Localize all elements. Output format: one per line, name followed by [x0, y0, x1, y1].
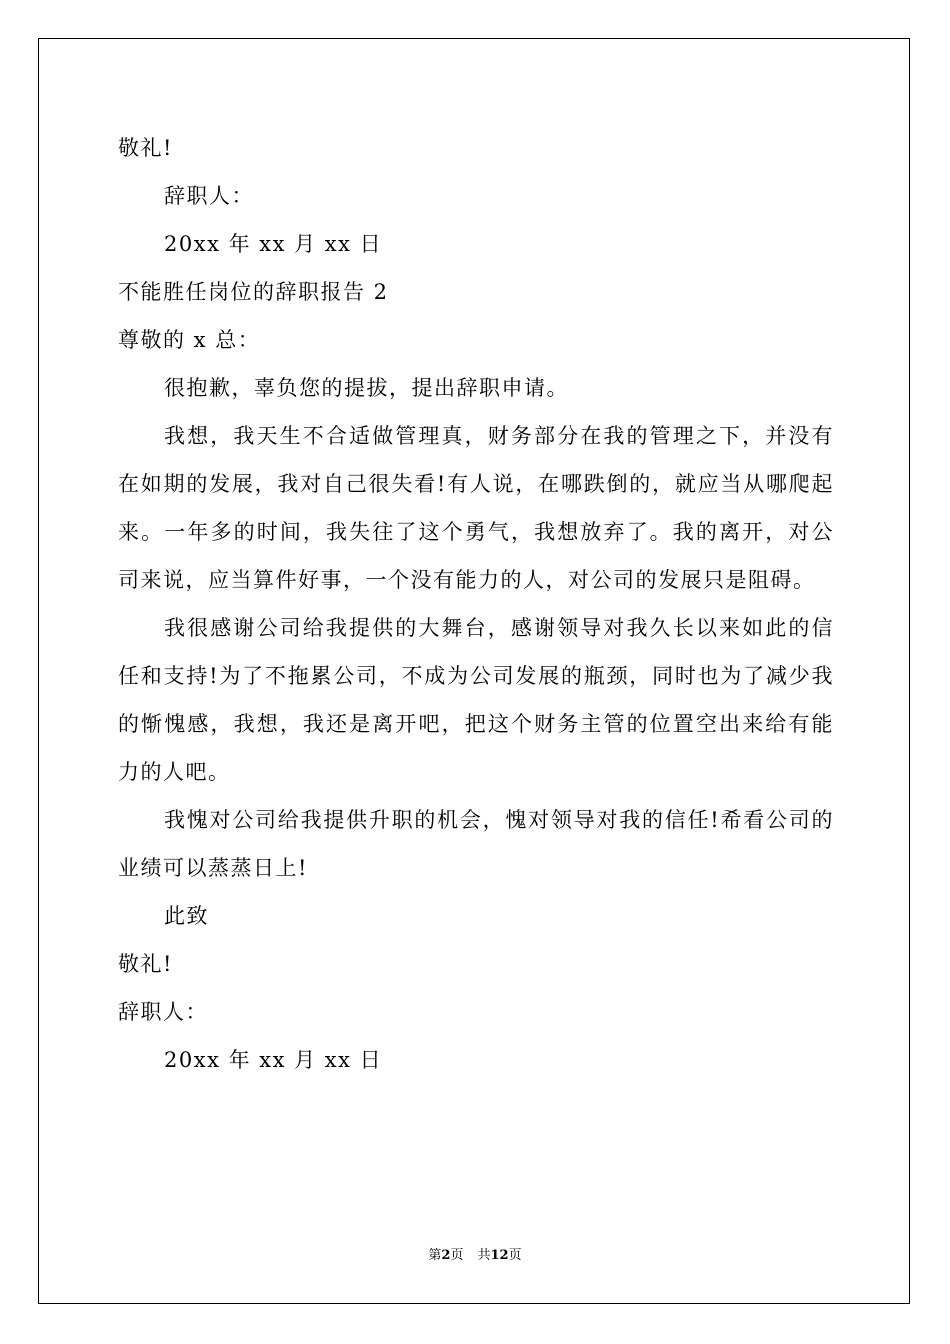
- paragraph-13: 20xx 年 xx 月 xx 日: [164, 1048, 383, 1072]
- paragraph-6: 很抱歉，辜负您的提拔，提出辞职申请。: [164, 376, 569, 400]
- page-footer: [0, 1248, 950, 1264]
- paragraph-11: 敬礼!: [118, 952, 173, 976]
- salutation: 尊敬的 x 总：: [118, 328, 261, 352]
- total-pages: 12: [490, 1248, 509, 1263]
- paragraph-1: 敬礼!: [118, 136, 173, 160]
- paragraph-2: 辞职人：: [164, 184, 254, 208]
- paragraph-12: 辞职人：: [118, 1000, 208, 1024]
- section-title: 不能胜任岗位的辞职报告 2: [118, 280, 389, 304]
- paragraph-8: 我很感谢公司给我提供的大舞台，感谢领导对我久长以来如此的信任和支持!为了不拖累公司，不成为公司发展的瓶颈，同时也为了减少我的惭愧感，我想，我还是离开吧，把这个财务主管的位置空出来给有能力的人吧。: [118, 616, 834, 784]
- page-suffix: 页: [450, 1248, 464, 1263]
- total-suffix: 页: [508, 1248, 522, 1263]
- paragraph-3: 20xx 年 xx 月 xx 日: [164, 232, 383, 256]
- paragraph-9: 我愧对公司给我提供升职的机会，愧对领导对我的信任!希看公司的业绩可以蒸蒸日上!: [118, 808, 834, 880]
- paragraph-10: 此致: [164, 904, 209, 928]
- paragraph-7: 我想，我天生不合适做管理真，财务部分在我的管理之下，并没有在如期的发展，我对自己很失看!有人说，在哪跌倒的，就应当从哪爬起来。一年多的时间，我失往了这个勇气，我想放弃了。我的离开，对公司来说，应当算件好事，一个没有能力的人，对公司的发展只是阻碍。: [118, 424, 834, 592]
- page-number: 2: [441, 1248, 451, 1263]
- page-prefix: 第: [428, 1248, 442, 1263]
- document-body: [118, 124, 834, 1084]
- total-prefix: 共: [477, 1248, 491, 1263]
